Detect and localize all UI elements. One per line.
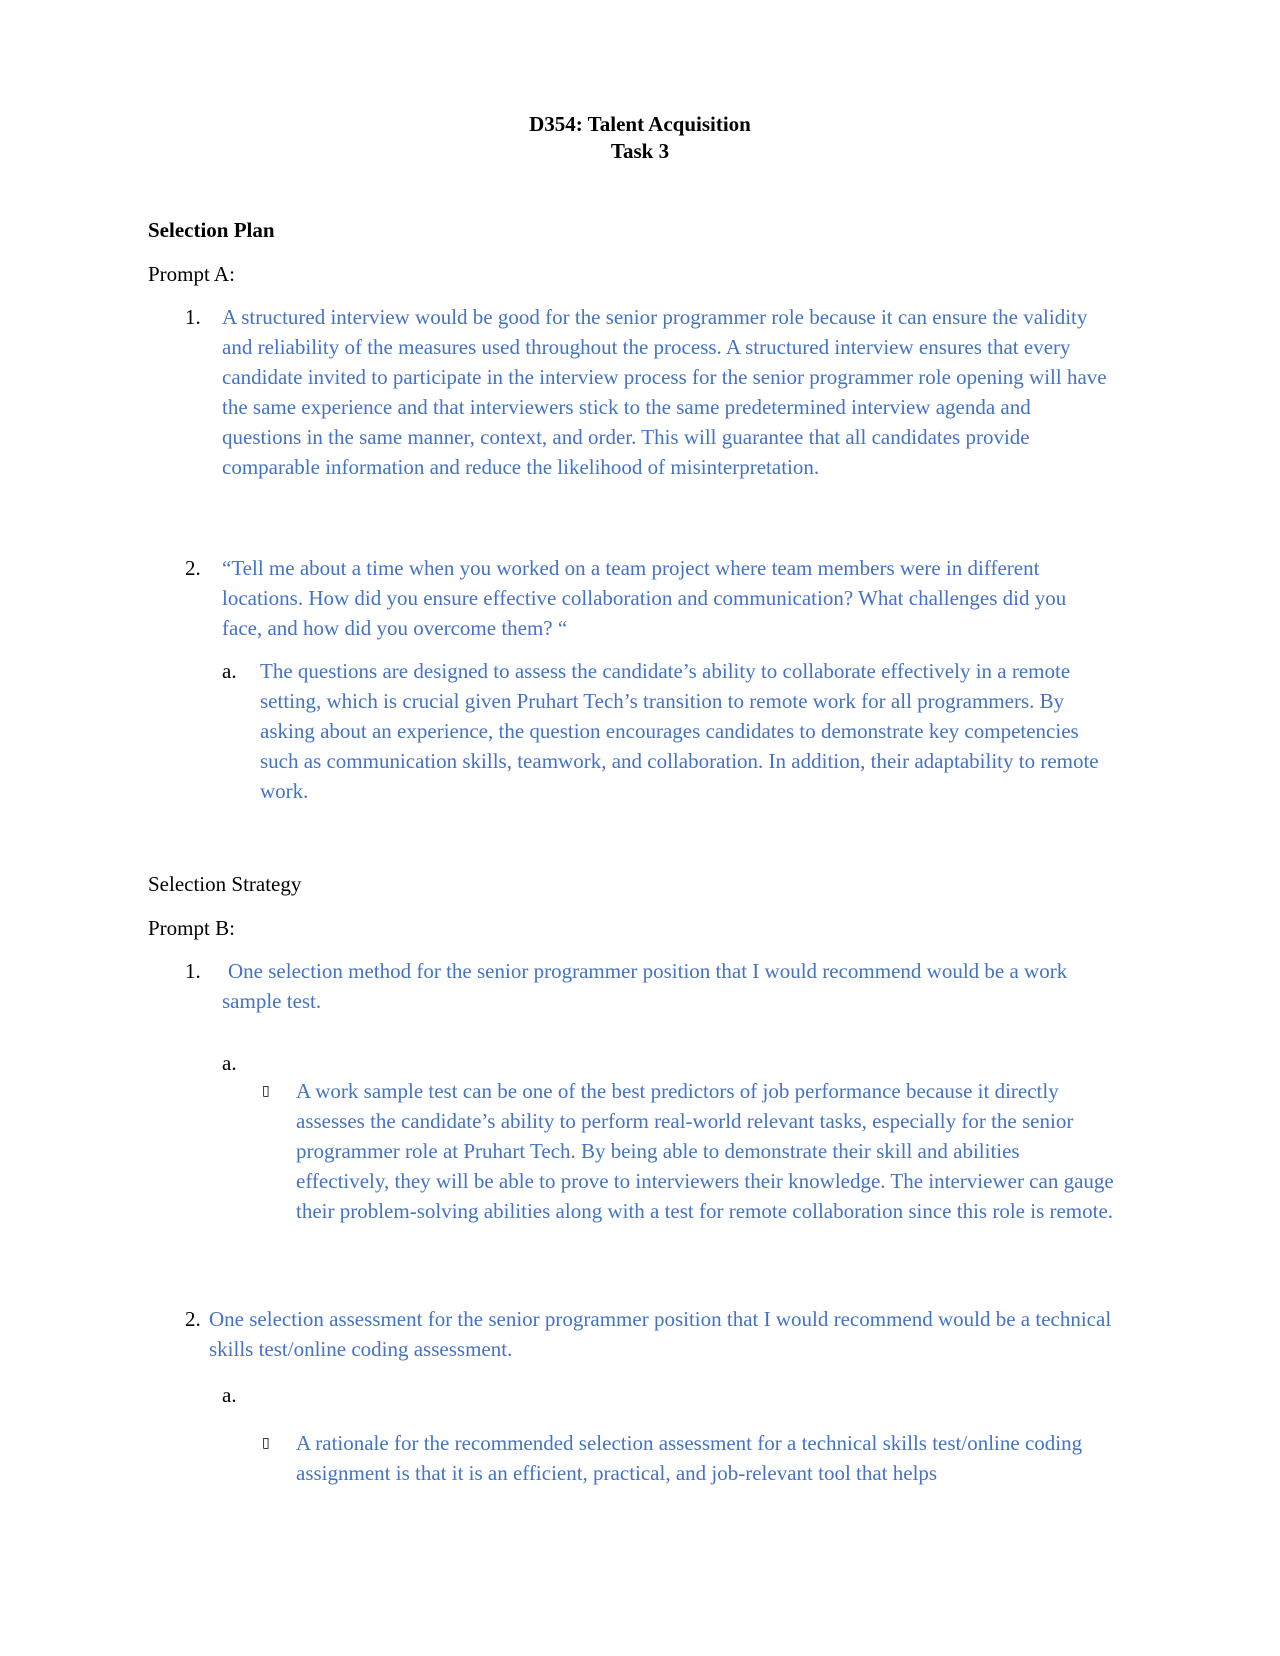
strategy-item-1-text: One selection method for the senior programmer position that I would recommend would be a work sample test.: [222, 959, 1068, 1013]
plan-item-2-sub-a-text: The questions are designed to assess the candidate’s ability to collaborate effectively in a remote setting, which is crucial given Pruhart Tech’s transition to remote work for all programmers. By asking about an experience, the question encourages candidates to demonstrate key competencies such as communication skills, teamwork, and collaboration. In addition, their adaptability to remote work.: [260, 659, 1099, 803]
strategy-item-2-text-content: One selection assessment for the senior programmer position that I would recommend would be a technical skills test/online coding assessment.: [209, 1307, 1112, 1361]
document-title: D354: Talent Acquisition: [529, 112, 751, 136]
prompt-b-label: Prompt B:: [148, 916, 235, 940]
plan-item-1-text: A structured interview would be good for the senior programmer role because it can ensure the validity and reliability of the measures used throughout the process. A structured interview ensures that every candidate invited to participate in the interview process for the senior programmer role opening will have the same experience and that interviewers stick to the same predetermined interview agenda and questions in the same manner, context, and order. This will guarantee that all candidates provide comparable information and reduce the likelihood of misinterpretation.: [222, 305, 1107, 479]
plan-item-2-question: “Tell me about a time when you worked on a team project where team members were in different locations. How did you ensure effective collaboration and communication? What challenges did you face, and how did you overcome them? “: [222, 556, 1067, 640]
document-subtitle: Task 3: [610, 139, 670, 163]
strategy-item-1-sub-a-letter: a.: [222, 1051, 237, 1075]
strategy-item-1-bullet-text: A work sample test can be one of the best predictors of job performance because it directly assesses the candidate’s ability to perform real-world relevant tasks, especially for the senior programmer role at Pruhart Tech. By being able to demonstrate their skill and abilities effectively, they will be able to prove to interviewers their knowledge. The interviewer can gauge their problem-solving abilities along with a test for remote collaboration since this role is remote.: [296, 1079, 1114, 1223]
strategy-item-2-bullet-text: A rationale for the recommended selection assessment for a technical skills test/online coding assignment is that it is an efficient, practical, and job-relevant tool that helps: [296, 1431, 1083, 1485]
plan-item-2-number: 2.: [185, 556, 201, 580]
missing-glyph-bullet-icon: ▯: [262, 1083, 270, 1099]
strategy-item-1-number: 1.: [185, 959, 201, 983]
strategy-item-2-text: [209, 1304, 1114, 1364]
prompt-a-label: Prompt A:: [148, 262, 235, 286]
missing-glyph-bullet-icon: ▯: [262, 1435, 270, 1451]
strategy-item-2-sub-a-letter: a.: [222, 1383, 237, 1407]
strategy-item-2-number: 2.: [185, 1307, 201, 1331]
plan-item-2-sub-a-letter: a.: [222, 659, 237, 683]
selection-strategy-heading: Selection Strategy: [148, 872, 302, 896]
selection-plan-heading: Selection Plan: [148, 218, 275, 242]
plan-item-1-number: 1.: [185, 305, 201, 329]
